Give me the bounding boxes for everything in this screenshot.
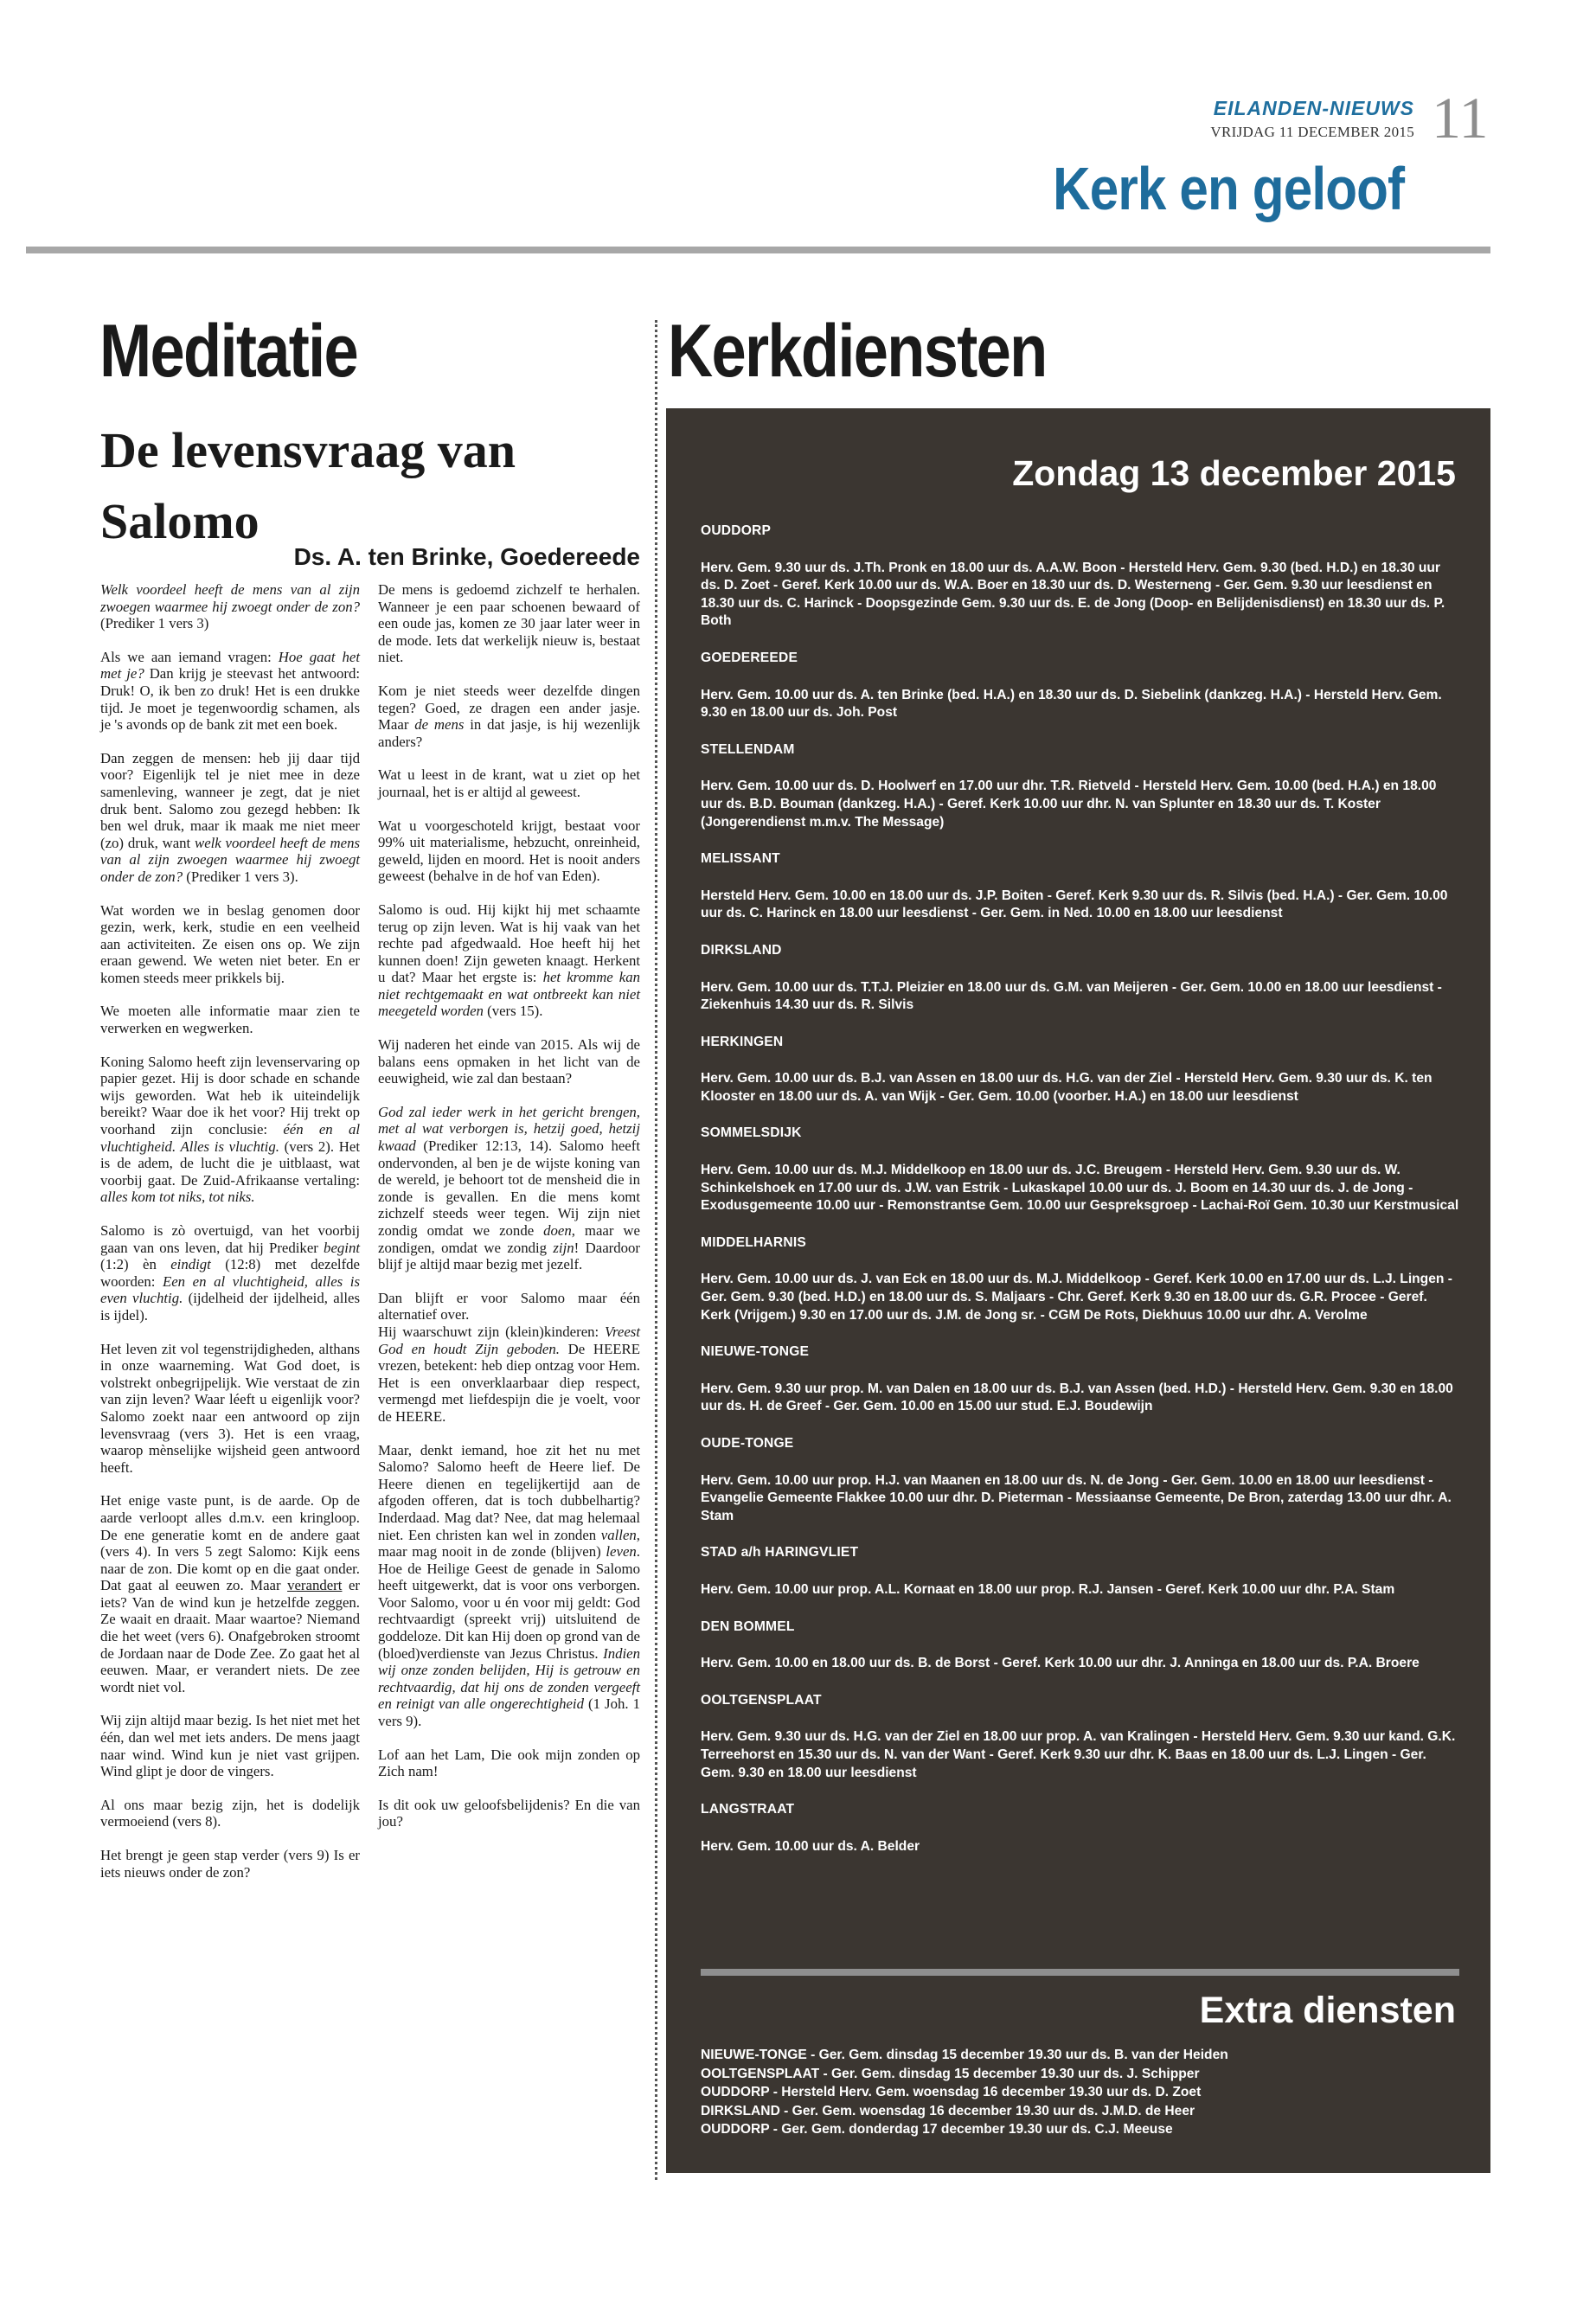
article-author: Ds. A. ten Brinke, Goedereede: [293, 543, 640, 570]
newspaper-name: EILANDEN-NIEUWS: [1213, 97, 1414, 119]
article-paragraph: Welk voordeel heeft de mens van al zijn zwoegen waarmee hij zwoegt onder de zon? (Prediker 1 vers 3): [100, 581, 360, 632]
service-place: OOLTGENSPLAAT: [701, 1692, 822, 1708]
extra-service-item: NIEUWE-TONGE - Ger. Gem. dinsdag 15 december 19.30 uur ds. B. van der Heiden: [701, 2048, 1228, 2062]
service-place: MELISSANT: [701, 851, 780, 867]
article-paragraph: Kom je niet steeds weer dezelfde dingen tegen? Goed, ze dragen een ander jasje. Maar de mens in dat jasje, is hij wezenlijk anders?: [378, 682, 640, 750]
article-paragraph: Dan blijft er voor Salomo maar één alternatief over. Hij waarschuwt zijn (klein)kinderen: Vreest God en houdt Zijn geboden. De HEERE vrezen, betekent: heb diep ontzag voor Hem. Het is een onverklaarbaar diep respect, vermengd met liefdespijn die je voelt, voor de HEERE.: [378, 1289, 640, 1425]
service-place: OUDDORP: [701, 523, 772, 538]
extra-services-heading: Extra diensten: [1199, 1990, 1456, 2031]
article-paragraph: Wat u leest in de krant, wat u ziet op het journaal, het is er altijd al geweest.: [378, 766, 640, 800]
service-description: Herv. Gem. 9.30 uur ds. J.Th. Pronk en 18.00 uur ds. A.A.W. Boon - Hersteld Herv. Gem. 9.30 (bed. H.D.) en 18.30 uur ds. D. Zoet - Geref. Kerk 10.00 uur ds. W.A. Boer en 18.30 uur ds. D. Westerneng - Ger. Gem. 9.30 uur leesdienst en 18.30 uur ds. C. Harinck - Doopsgezinde Gem. 9.30 uur ds. E. de Jong (Doop- en Belijdenisdienst) en 18.30 uur ds. P. Both: [701, 560, 1445, 629]
article-title: De levensvraag van Salomo: [100, 422, 516, 549]
services-list: [701, 522, 1459, 1875]
article-paragraph: Wat u voorgeschoteld krijgt, bestaat voor 99% uit materialisme, hebzucht, onreinheid, geweld, lijden en moord. Het is nooit anders geweest (behalve in de hof van Eden).: [378, 817, 640, 885]
service-place: DEN BOMMEL: [701, 1618, 795, 1634]
article-paragraph: Het enige vaste punt, is de aarde. Op de aarde verloopt alles d.m.v. een kringloop. De ene generatie komt en de andere gaat (vers 4). In vers 5 zegt Salomo: Kijk eens naar de zon. Die komt op en die gaat onder. Dat gaat al eeuwen zo. Maar verandert er iets? Van de wind kun je hetzelfde zeggen. Ze waait en draait. Maar waartoe? Niemand die het weet (vers 6). Onafgebroken stroomt de Jordaan naar de Dode Zee. Zo gaat het al eeuwen. Maar, er verandert niets. De zee wordt niet vol.: [100, 1492, 360, 1695]
column-divider: [655, 320, 657, 2180]
service-description: Herv. Gem. 10.00 uur ds. J. van Eck en 18.00 uur ds. M.J. Middelkoop - Geref. Kerk 10.00 en 17.00 uur ds. L.J. Lingen - Ger. Gem. 9.30 (bed. H.D.) en 18.00 uur ds. S. Maljaars - Chr. Geref. Kerk 9.30 en 18.00 uur ds. G.R. Procee - Geref. Kerk (Vrijgem.) 9.30 en 17.00 uur ds. J.M. de Jong sr. - CGM De Rots, Diekhuus 10.00 uur dhr. A. Verolme: [701, 1272, 1452, 1323]
service-place: LANGSTRAAT: [701, 1802, 795, 1817]
church-services-box: [666, 408, 1490, 2173]
article-paragraph: Lof aan het Lam, Die ook mijn zonden op Zich nam!: [378, 1746, 640, 1780]
article-column-1: [100, 581, 360, 1897]
extra-service-item: DIRKSLAND - Ger. Gem. woensdag 16 december 19.30 uur ds. J.M.D. de Heer: [701, 2103, 1195, 2118]
article-paragraph: Koning Salomo heeft zijn levenservaring op papier gezet. Hij is door schade en schande wijs geworden. Wat heb ik uiteindelijk bereikt? Waar doe ik het voor? Hij trekt op voorhand zijn conclusie: één en al vluchtigheid. Alles is vluchtig. (vers 2). Het is de adem, de lucht die je uitblaast, wat voorbij gaat. De Zuid-Afrikaanse vertaling: alles kom tot niks, tot niks.: [100, 1053, 360, 1206]
article-paragraph: We moeten alle informatie maar zien te verwerken en wegwerken.: [100, 1003, 360, 1037]
article-paragraph: Wij zijn altijd maar bezig. Is het niet met het één, dan wel met iets anders. De mens jaagt naar wind. Wind kun je niet vast grijpen. Wind glipt je door de vingers.: [100, 1712, 360, 1780]
extra-services-list: [701, 2046, 1459, 2139]
article-paragraph: Is dit ook uw geloofsbelijdenis? En die van jou?: [378, 1796, 640, 1830]
article-paragraph: De mens is gedoemd zichzelf te herhalen. Wanneer je een paar schoenen bewaard of een oude jas, komen ze 30 jaar later weer in de mode. Iets dat werkelijk nieuw is, bestaat niet.: [378, 581, 640, 666]
service-description: Herv. Gem. 10.00 uur ds. M.J. Middelkoop en 18.00 uur ds. J.C. Breugem - Hersteld Herv. Gem. 9.30 uur ds. W. Schinkelshoek en 17.00 uur ds. J.W. van Estrik - Lukaskapel 10.00 uur ds. J. Boom en 14.30 uur ds. J. de Jong - Exodusgemeente 10.00 uur - Remonstrantse Gem. 10.00 uur Gespreksgroep - Lachai-Roï Gem. 10.30 uur Kerstmusical: [701, 1163, 1459, 1214]
service-description: Herv. Gem. 10.00 uur ds. A. ten Brinke (bed. H.A.) en 18.30 uur ds. D. Siebelink (dankzeg. H.A.) - Hersteld Herv. Gem. 9.30 en 18.00 uur ds. Joh. Post: [701, 687, 1442, 721]
service-description: Herv. Gem. 10.00 en 18.00 uur ds. B. de Borst - Geref. Kerk 10.00 uur dhr. J. Anninga en 18.00 uur ds. P.A. Broere: [701, 1656, 1420, 1671]
issue-date: VRIJDAG 11 DECEMBER 2015: [1210, 124, 1414, 140]
article-paragraph: Wij naderen het einde van 2015. Als wij de balans eens opmaken in het licht van de eeuwigheid, wie zal dan bestaan?: [378, 1036, 640, 1087]
masthead: [1151, 97, 1414, 141]
article-paragraph: Al ons maar bezig zijn, het is dodelijk vermoeiend (vers 8).: [100, 1796, 360, 1830]
services-date: Zondag 13 december 2015: [1012, 453, 1456, 493]
article-paragraph: Het brengt je geen stap verder (vers 9) Is er iets nieuws onder de zon?: [100, 1847, 360, 1881]
service-description: Herv. Gem. 10.00 uur ds. T.T.J. Pleizier en 18.00 uur ds. G.M. van Meijeren - Ger. Gem. 10.00 en 18.00 uur leesdienst - Ziekenhuis 14.30 uur ds. R. Silvis: [701, 979, 1442, 1013]
service-description: Herv. Gem. 10.00 uur ds. A. Belder: [701, 1838, 920, 1854]
article-paragraph: Wat worden we in beslag genomen door gezin, werk, kerk, studie en een veelheid aan activiteiten. Ze eisen ons op. We zijn eraan gewend. We weten niet beter. En er komen steeds meer prikkels bij.: [100, 901, 360, 986]
page-number: 11: [1432, 85, 1489, 151]
service-place: SOMMELSDIJK: [701, 1125, 802, 1141]
service-description: Hersteld Herv. Gem. 10.00 en 18.00 uur ds. J.P. Boiten - Geref. Kerk 9.30 uur ds. R. Silvis (bed. H.A.) - Ger. Gem. 10.00 uur ds. C. Harinck en 18.00 uur leesdienst - Ger. Gem. in Ned. 10.00 en 18.00 uur leesdienst: [701, 888, 1448, 921]
article-column-2: [378, 581, 640, 1847]
article-paragraph: Dan zeggen de mensen: heb jij daar tijd voor? Eigenlijk tel je niet mee in deze samenleving, wanneer je zegt, dat je niet druk bent. Salomo zou gezegd hebben: Ik ben wel druk, maar ik maak me niet meer (zo) druk, want welk voordeel heeft de mens van al zijn zwoegen waarmee hij zwoegt onder de zon? (Prediker 1 vers 3).: [100, 749, 360, 885]
service-place: MIDDELHARNIS: [701, 1234, 806, 1250]
service-place: DIRKSLAND: [701, 942, 782, 958]
service-place: NIEUWE-TONGE: [701, 1344, 810, 1360]
service-place: OUDE-TONGE: [701, 1436, 794, 1451]
service-description: Herv. Gem. 9.30 uur ds. H.G. van der Ziel en 18.00 uur prop. A. van Kralingen - Hersteld Herv. Gem. 9.30 uur kand. G.K. Terreehorst en 15.30 uur ds. N. van der Want - Geref. Kerk 9.30 uur dhr. K. Baas en 18.00 uur ds. L.J. Lingen - Ger. Gem. 9.30 en 18.00 uur leesdienst: [701, 1729, 1456, 1780]
service-description: Herv. Gem. 10.00 uur prop. H.J. van Maanen en 18.00 uur ds. N. de Jong - Ger. Gem. 10.00 en 18.00 uur leesdienst - Evangelie Gemeente Flakkee 10.00 uur dhr. D. Pieterman - Messiaanse Gemeente, De Bron, zaterdag 13.00 uur dhr. A. Stam: [701, 1472, 1452, 1523]
header-divider: [26, 247, 1490, 253]
extra-service-item: OUDDORP - Hersteld Herv. Gem. woensdag 16 december 19.30 uur ds. D. Zoet: [701, 2085, 1202, 2100]
kerkdiensten-heading: Kerkdiensten: [668, 310, 1047, 393]
article-paragraph: God zal ieder werk in het gericht brengen, met al wat verborgen is, hetzij goed, hetzij kwaad (Prediker 12:13, 14). Salomo heeft ondervonden, al ben je de wijste koning van de wereld, je behoort tot de mensheid die in zonde is gevallen. En die mens komt zichzelf steeds weer tegen. Wij zijn niet zondig omdat we zonde doen, maar we zondigen, omdat we zondig zijn! Daardoor blijf je altijd maar bezig met jezelf.: [378, 1103, 640, 1273]
service-description: Herv. Gem. 10.00 uur ds. D. Hoolwerf en 17.00 uur dhr. T.R. Rietveld - Hersteld Herv. Gem. 10.00 (bed. H.A.) en 18.00 uur ds. B.D. Bouman (dankzeg. H.A.) - Geref. Kerk 10.00 uur dhr. N. van Splunter en 18.30 uur ds. T. Koster (Jongerendienst m.m.v. The Message): [701, 779, 1437, 830]
section-title: Kerk en geloof: [1052, 155, 1404, 222]
service-description: Herv. Gem. 10.00 uur prop. A.L. Kornaat en 18.00 uur prop. R.J. Jansen - Geref. Kerk 10.00 uur dhr. P.A. Stam: [701, 1581, 1395, 1597]
service-description: Herv. Gem. 9.30 uur prop. M. van Dalen en 18.00 uur ds. B.J. van Assen (bed. H.D.) - Hersteld Herv. Gem. 9.30 en 18.00 uur ds. H. de Greef - Ger. Gem. 10.00 en 15.00 uur stud. E.J. Boudewijn: [701, 1381, 1453, 1414]
article-paragraph: Als we aan iemand vragen: Hoe gaat het met je? Dan krijg je steevast het antwoord: Druk! O, ik ben zo druk! Het is een drukke tijd. Je moet je tegenwoordig schamen, als je 's avonds op de bank zit met een boek.: [100, 648, 361, 734]
service-place: STELLENDAM: [701, 741, 795, 757]
service-description: Herv. Gem. 10.00 uur ds. B.J. van Assen en 18.00 uur ds. H.G. van der Ziel - Hersteld Herv. Gem. 9.30 uur ds. K. ten Klooster en 18.00 uur ds. A. van Wijk - Ger. Gem. 10.00 (voorber. H.A.) en 18.00 uur leesdienst: [701, 1071, 1433, 1104]
service-place: HERKINGEN: [701, 1034, 784, 1049]
service-place: GOEDEREEDE: [701, 650, 798, 665]
extra-service-item: OUDDORP - Ger. Gem. donderdag 17 december 19.30 uur ds. C.J. Meeuse: [701, 2122, 1173, 2138]
article-paragraph: Maar, denkt iemand, hoe zit het nu met Salomo? Salomo heeft de Heere lief. De Heere dienen en tegelijkertijd aan de afgoden offeren, dat is toch dubbelhartig? Inderdaad. Mag dat? Nee, dat mag helemaal niet. Een christen kan wel in zonden vallen, maar mag nooit in de zonde (blijven) leven. Hoe de Heilige Geest de genade in Salomo heeft uitgewerkt, dat is voor ons verborgen. Voor Salomo, voor u én voor mij geldt: God rechtvaardigt (spreekt vrij) uitsluitend de goddeloze. Dit kan Hij doen op grond van de (bloed)verdienste van Jezus Christus. Indien wij onze zonden belijden, Hij is getrouw en rechtvaardig, dat hij ons de zonden vergeeft en reinigt van alle ongerechtigheid (1 Joh. 1 vers 9).: [378, 1441, 641, 1730]
service-place: STAD a/h HARINGVLIET: [701, 1545, 859, 1561]
meditatie-heading: Meditatie: [99, 310, 357, 393]
services-divider: [701, 1969, 1459, 1976]
article-paragraph: Salomo is oud. Hij kijkt hij met schaamte terug op zijn leven. Wat is hij vaak van het rechte pad afgedwaald. Hoe heeft hij het kunnen doen! Zijn geweten knaagt. Herkent u dat? Maar het ergste is: het kromme kan niet rechtgemaakt en wat ontbreekt kan niet meegeteld worden (vers 15).: [378, 901, 640, 1020]
article-paragraph: Het leven zit vol tegenstrijdigheden, althans in onze waarneming. Wat God doet, is volstrekt onbegrijpelijk. Wie verstaat de zin van zijn leven? Waar léeft u eigenlijk voor? Salomo zoekt naar een antwoord op zijn levensvraag (vers 3). Het is een vraag, waarop mènselijke wijsheid geen antwoord heeft.: [100, 1340, 360, 1476]
article-paragraph: Salomo is zò overtuigd, van het voorbij gaan van ons leven, dat hij Prediker begint (1:2) èn eindigt (12:8) met dezelfde woorden: Een en al vluchtigheid, alles is even vluchtig. (ijdelheid der ijdelheid, alles is ijdel).: [100, 1222, 360, 1324]
extra-service-item: OOLTGENSPLAAT - Ger. Gem. dinsdag 15 december 19.30 uur ds. J. Schipper: [701, 2066, 1200, 2081]
